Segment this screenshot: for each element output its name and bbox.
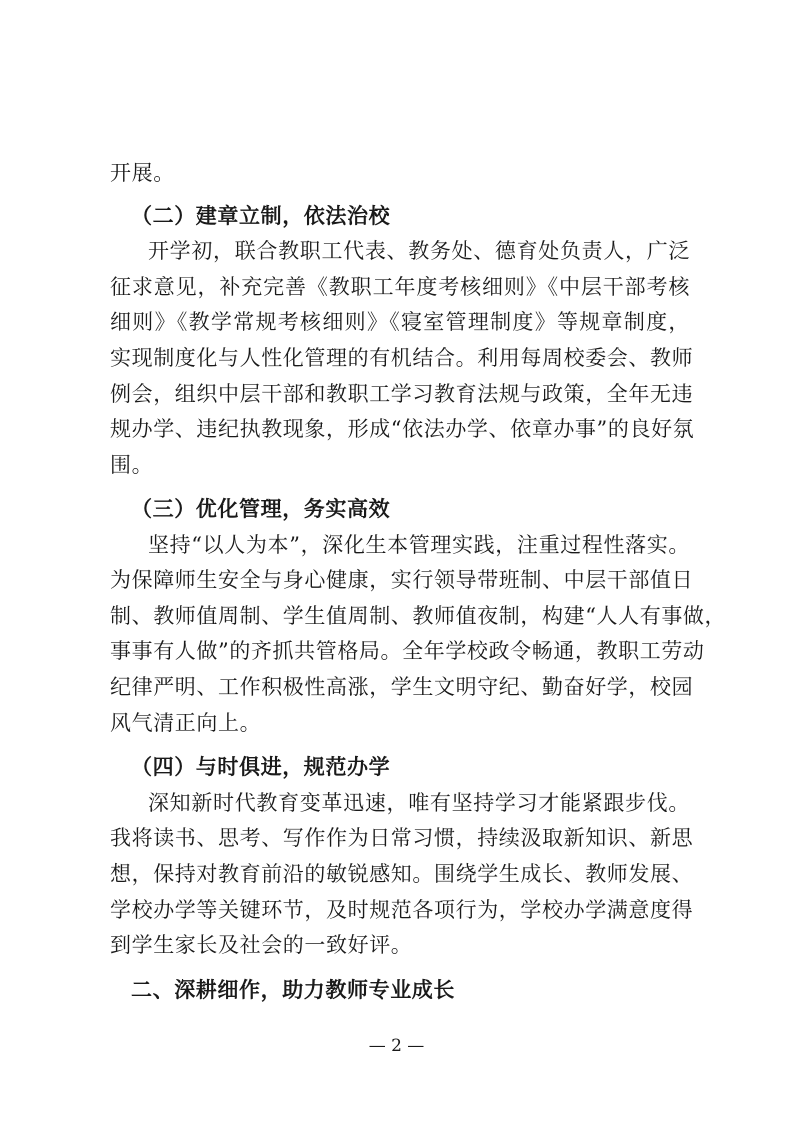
section-heading: （三）优化管理，务实高效 — [131, 496, 391, 521]
paragraph-line: 我将读书、思考、写作作为日常习惯，持续汲取新知识、新思 — [110, 826, 694, 850]
paragraph-line: 深知新时代教育变革迅速，唯有坚持学习才能紧跟步伐。 — [148, 791, 690, 815]
paragraph-line: 例会，组织中层干部和教职工学习教育法规与政策，全年无违 — [110, 382, 694, 406]
paragraph-line: 开学初，联合教职工代表、教务处、德育处负责人，广泛 — [148, 239, 690, 263]
page-number: — 2 — — [368, 1036, 425, 1056]
paragraph-line: 开展。 — [110, 161, 175, 185]
chapter-heading: 二、深耕细作，助力教师专业成长 — [131, 977, 455, 1002]
paragraph-line: 围。 — [110, 453, 154, 477]
paragraph-line: 到学生家长及社会的一致好评。 — [110, 933, 413, 957]
paragraph-line: 实现制度化与人性化管理的有机结合。利用每周校委会、教师 — [110, 346, 694, 370]
paragraph-line: 想，保持对教育前沿的敏锐感知。围绕学生成长、教师发展、 — [110, 862, 694, 886]
paragraph-line: 事事有人做”的齐抓共管格局。全年学校政令畅通，教职工劳动 — [110, 639, 705, 663]
paragraph-line: 风气清正向上。 — [110, 711, 262, 735]
section-heading: （四）与时俱进，规范办学 — [131, 754, 391, 779]
paragraph-line: 为保障师生安全与身心健康，实行领导带班制、中层干部值日 — [110, 568, 694, 592]
paragraph-line: 制、教师值周制、学生值周制、教师值夜制，构建“人人有事做， — [110, 604, 727, 628]
paragraph-line: 征求意见，补充完善《教职工年度考核细则》《中层干部考核 — [110, 275, 690, 299]
paragraph-line: 规办学、违纪执教现象，形成“依法办学、依章办事”的良好氛 — [110, 417, 695, 441]
paragraph-line: 学校办学等关键环节，及时规范各项行为，学校办学满意度得 — [110, 898, 694, 922]
paragraph-line: 坚持“以人为本”，深化生本管理实践，注重过程性落实。 — [148, 533, 690, 557]
paragraph-line: 纪律严明、工作积极性高涨，学生文明守纪、勤奋好学，校园 — [110, 675, 694, 699]
section-heading: （二）建章立制，依法治校 — [131, 203, 391, 228]
paragraph-line: 细则》《教学常规考核细则》《寝室管理制度》等规章制度， — [110, 310, 690, 334]
